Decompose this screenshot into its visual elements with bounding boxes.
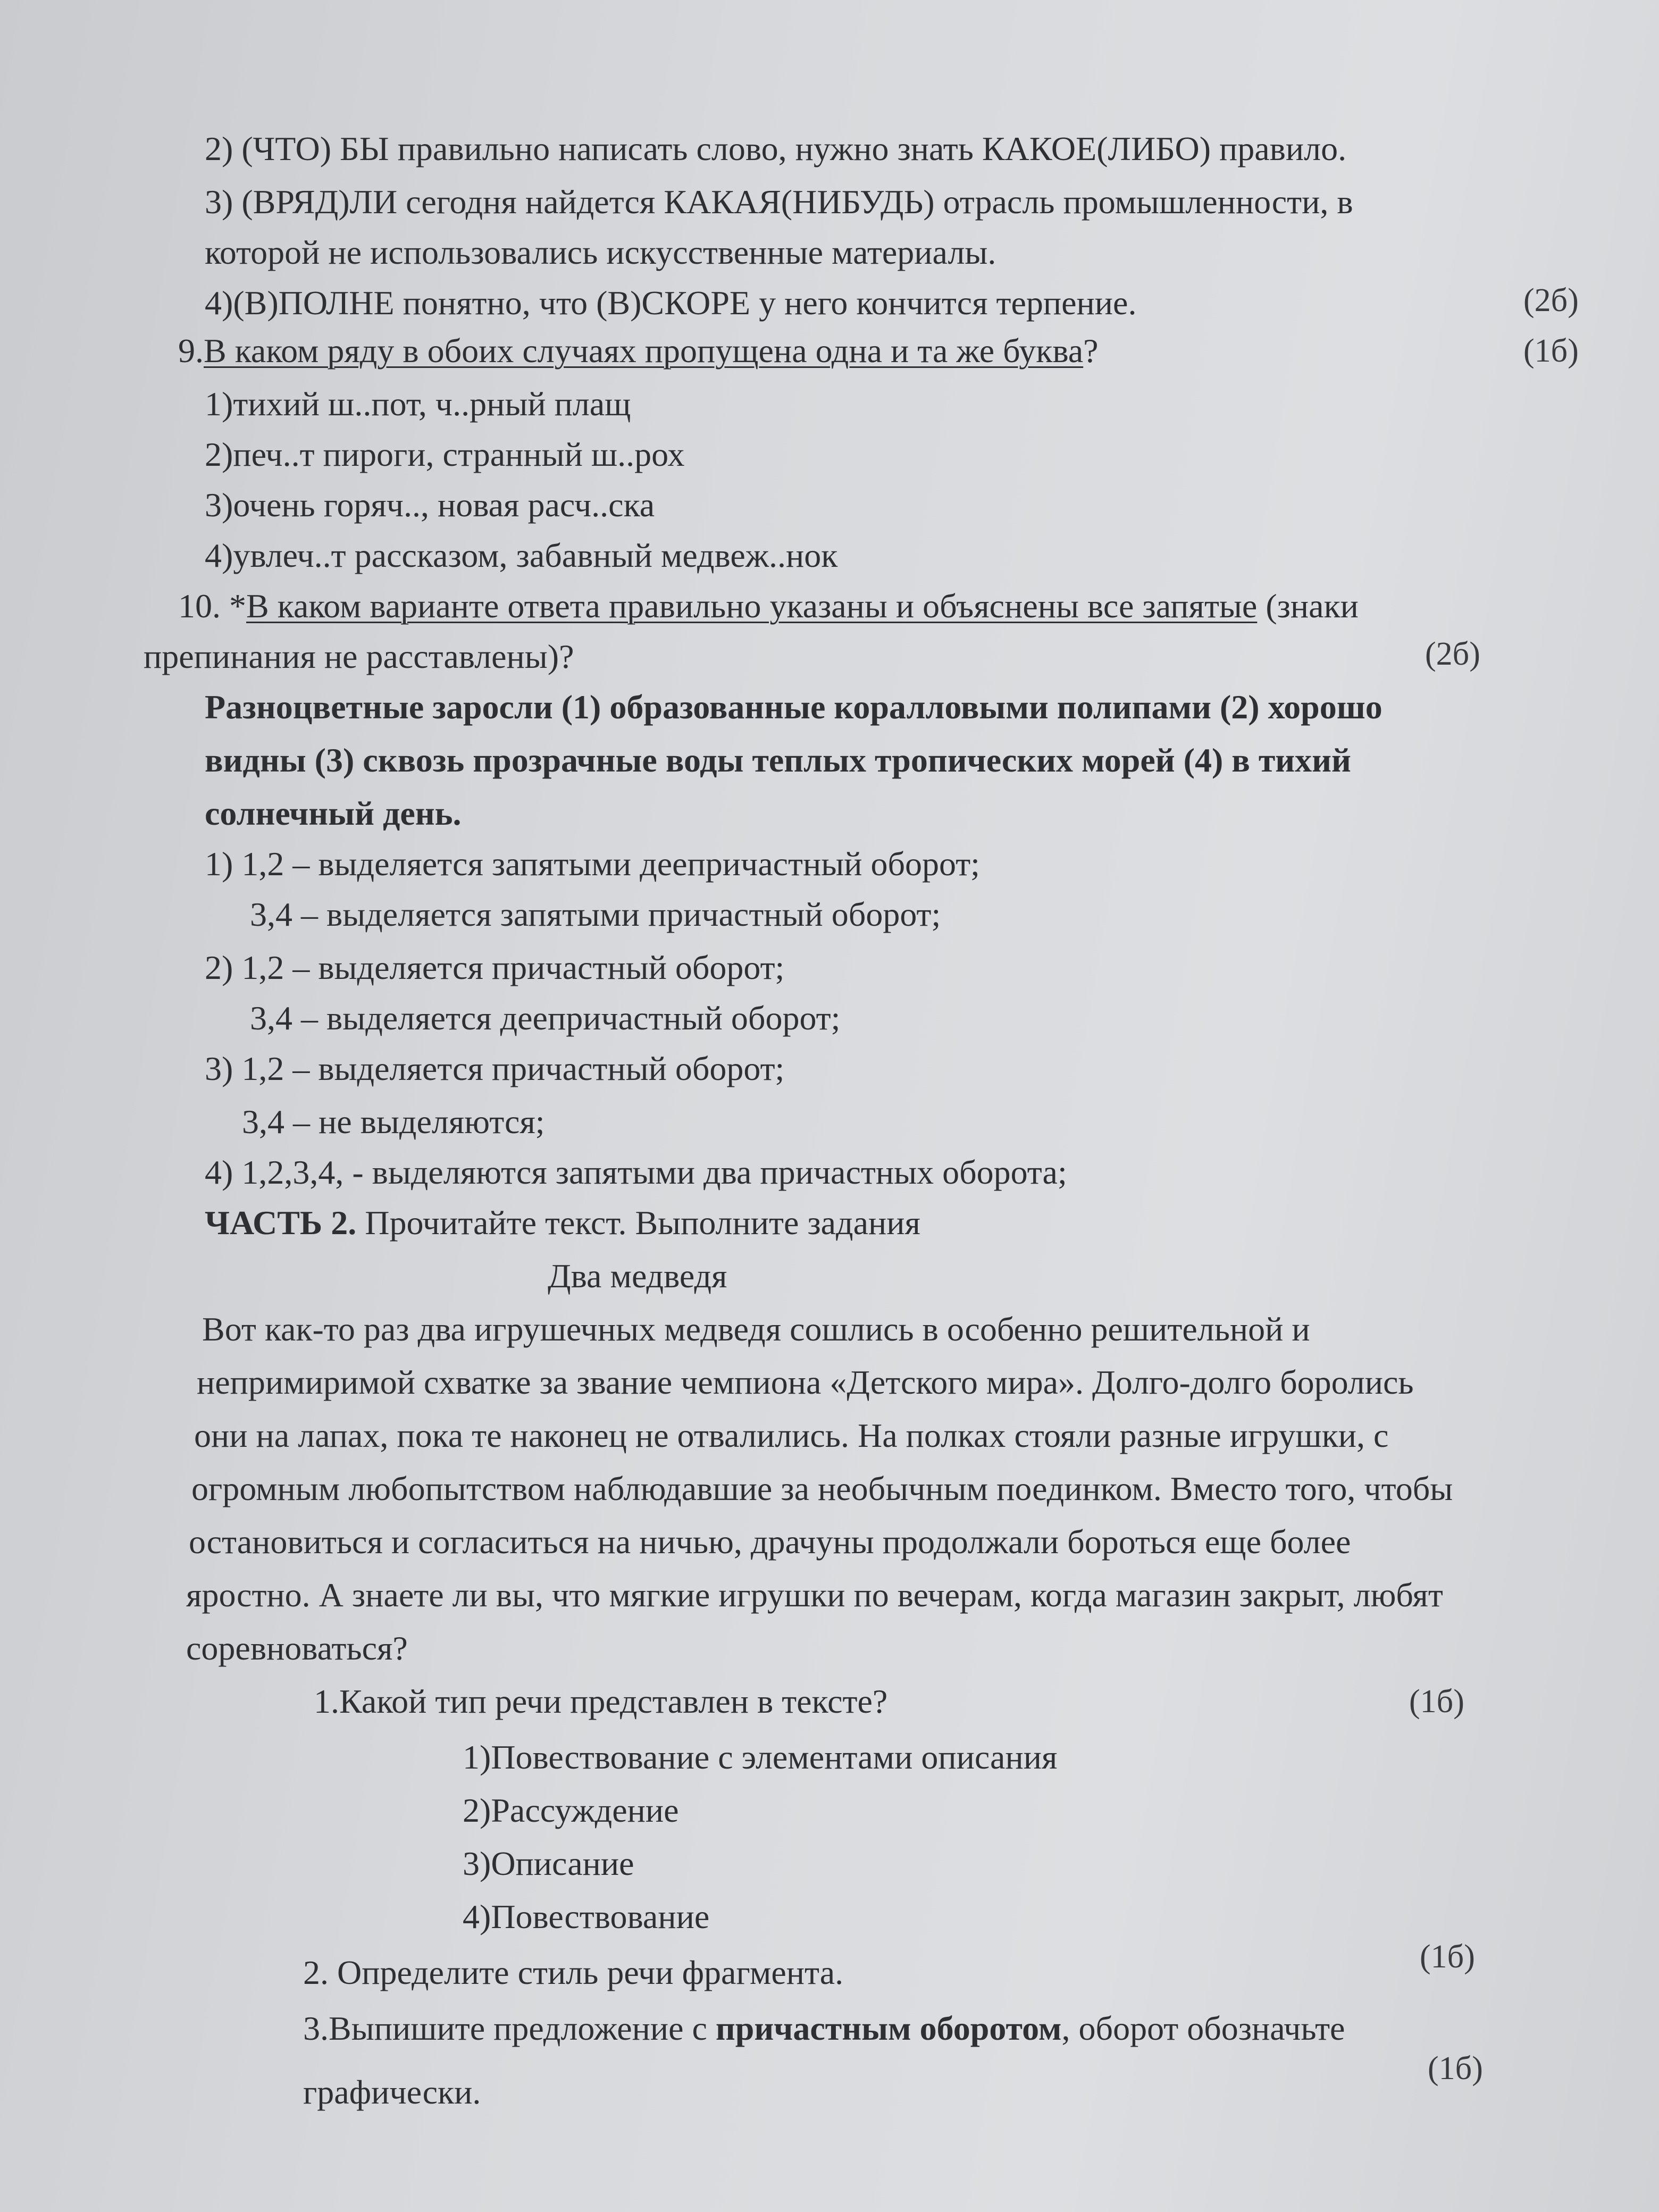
q9-option-4: 4)увлеч..т рассказом, забавный медвеж..нок [205,537,838,574]
text-line-5: остановиться и согласиться на ничью, драчуны продолжали бороться еще более [189,1523,1351,1561]
p2-q1-option-4: 4)Повествование [463,1898,710,1936]
q10-sentence-line2: видны (3) сквозь прозрачные воды теплых тропических морей (4) в тихий [205,741,1351,779]
q10-option-2b: 3,4 – выделяется деепричастный оборот; [250,999,841,1037]
q9-option-1: 1)тихий ш..пот, ч..рный плащ [205,385,631,423]
text-line-3: они на лапах, пока те наконец не отвалились. На полках стояли разные игрушки, с [194,1417,1389,1454]
q10-note: (знаки [1257,587,1359,625]
q10-option-3b: 3,4 – не выделяются; [242,1103,545,1141]
q10-option-4: 4) 1,2,3,4, - выделяются запятыми два причастных оборота; [205,1153,1067,1191]
q10-option-1b: 3,4 – выделяется запятыми причастный оборот; [250,895,941,933]
q9-points: (1б) [1523,333,1579,369]
p2-q3-after: , оборот обозначьте [1061,2009,1345,2047]
q9-option-2: 2)печ..т пироги, странный ш..рох [205,435,685,473]
prev-option-2: 2) (ЧТО) БЫ правильно написать слово, нужно знать КАКОЕ(ЛИБО) правило. [205,130,1347,167]
q9-heading [178,330,1099,372]
prev-points: (2б) [1523,282,1579,319]
p2-q3-bold: причастным оборотом [715,2009,1062,2047]
q9-question: В каком ряду в обоих случаях пропущена одна и та же буква [204,332,1084,370]
text-line-6: яростно. А знаете ли вы, что мягкие игрушки по вечерам, когда магазин закрыт, любят [186,1576,1443,1614]
q10-option-2a: 2) 1,2 – выделяется причастный оборот; [205,949,785,986]
p2-q3-line2: графически. [303,2073,481,2111]
text-line-1: Вот как-то раз два игрушечных медведя сошлись в особенно решительной и [202,1310,1310,1348]
p2-q3-points: (1б) [1428,2050,1483,2087]
p2-q1-points: (1б) [1409,1683,1464,1720]
q9-number: 9. [178,332,204,370]
text-line-7: соревноваться? [186,1629,408,1667]
prev-option-3-line1: 3) (ВРЯД)ЛИ сегодня найдется КАКАЯ(НИБУДЬ) отрасль промышленности, в [205,183,1353,221]
p2-q1-option-1: 1)Повествование с элементами описания [463,1738,1058,1776]
text-line-4: огромным любопытством наблюдавшие за необычным поединком. Вместо того, чтобы [191,1470,1453,1507]
p2-q2-points: (1б) [1420,1939,1475,1975]
part2-instruction: Прочитайте текст. Выполните задания [356,1204,920,1242]
q10-sentence-line3: солнечный день. [205,794,462,832]
text-title: Два медведя [548,1257,727,1295]
q10-heading [178,585,1359,627]
part2-label: ЧАСТЬ 2. [205,1204,357,1242]
p2-q3-line1 [303,2007,1345,2050]
q9-option-3: 3)очень горяч.., новая расч..ска [205,486,655,524]
p2-q1-option-2: 2)Рассуждение [463,1791,679,1829]
q10-option-3a: 3) 1,2 – выделяется причастный оборот; [205,1050,785,1087]
q10-option-1a: 1) 1,2 – выделяется запятыми деепричастный оборот; [205,845,980,883]
p2-q3-before: 3.Выпишите предложение с [303,2009,716,2047]
q10-note-line2: препинания не расставлены)? [144,638,574,675]
prev-option-4: 4)(В)ПОЛНЕ понятно, что (В)СКОРЕ у него кончится терпение. [205,284,1137,322]
prev-option-3-line2: которой не использовались искусственные материалы. [205,233,996,271]
q10-number: 10. * [178,587,246,625]
p2-q1-text: 1.Какой тип речи представлен в тексте? [314,1682,888,1720]
p2-q2-text: 2. Определите стиль речи фрагмента. [303,1954,844,1991]
q10-sentence-line1: Разноцветные заросли (1) образованные коралловыми полипами (2) хорошо [205,688,1382,726]
p2-q1-option-3: 3)Описание [463,1845,634,1882]
q10-question: В каком варианте ответа правильно указаны и объяснены все запятые [246,587,1258,625]
q9-question-mark: ? [1083,332,1099,370]
q10-points: (2б) [1425,636,1480,672]
text-line-2: непримиримой схватке за звание чемпиона «Детского мира». Долго-долго боролись [197,1363,1414,1401]
part2-heading [205,1202,920,1244]
